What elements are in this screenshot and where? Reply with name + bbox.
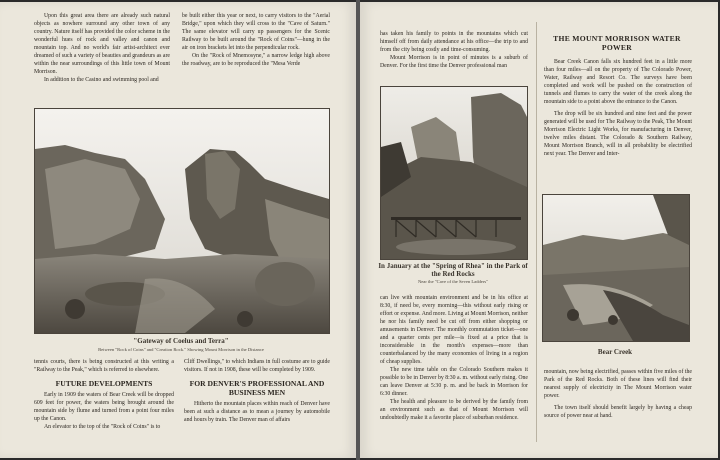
paragraph: tennis courts, there is being constructed at this writing a "Railway to the Peak," which is referred to elsewhere. (34, 359, 174, 373)
left-bottom-column-2 (184, 358, 330, 424)
section-heading-water-power: THE MOUNT MORRISON WATER POWER (553, 34, 681, 52)
photo-caption: In January at the "Spring of Rhea" in the Park of the Red Rocks (378, 262, 528, 278)
gateway-photo (34, 108, 330, 334)
paragraph: The new time table on the Colorado Southern makes it possible to be in Denver by 8:30 a. m. without early rising. One can leave Denver at 5:30 p. m. and be back in Morrison for 6:30 dinner. (380, 367, 528, 397)
paragraph: The health and pleasure to be derived by the family from an environment such as that of Mount Morrison will undoubtedly make it a favorite place of suburban residence. (380, 399, 528, 421)
right-top-column-1 (380, 30, 528, 70)
paragraph: Hitherto the mountain places within reach of Denver have been at such a distance as to mean a journey by automobile and hours by train. The Denver man of affairs (184, 401, 330, 423)
left-bottom-column-1 (34, 358, 174, 431)
section-heading-denver-professional: FOR DENVER'S PROFESSIONAL AND BUSINESS MEN (189, 379, 325, 397)
right-column-2-bottom (544, 368, 692, 420)
left-page (0, 2, 357, 458)
left-top-column-2 (182, 12, 330, 68)
creek-image (543, 195, 689, 341)
photo-subcaption: Near the "Cave of the Seven Ladders" (417, 279, 489, 284)
paragraph: Early in 1909 the waters of Bear Creek will be dropped 609 feet for power, the waters being brought around the mountain side by flume and turned from a point four miles up the Canon. (34, 392, 174, 422)
paragraph: Mount Morrison is in point of minutes is a suburb of Denver. For the first time the Denver professional man (380, 55, 528, 69)
paragraph: An elevator to the top of the "Rock of Coins" is to (44, 424, 161, 430)
rock-landscape-image (35, 109, 329, 333)
spring-of-rhea-photo (380, 86, 528, 260)
paragraph: can live with mountain environment and be in his office at 8:30, if need be, every morning—this without early rising or effort or expense. And more. Living at Mount Morrison, neither he nor his family need be cut off from either shopping or amusements in Denver. The monthly commutation ticket—one and a quarter cents per mile—is fixed at a price that is inconsiderable in the month's expenses—more than counterbalanced by the many economies of living in a region of cheap supplies. (380, 295, 529, 365)
paragraph: The drop will be six hundred and nine feet and the power generated will be used for The Railway to the Peak, The Mount Morrison Electric Light Works, for manufacturing in Denver, twelve miles distant. The Colorado & Southern Railway, Mount Morrison Branch, will in all probability be electrified next year. The Denver and Inter- (544, 111, 692, 157)
paragraph: Upon this great area there are already such natural objects as nowhere surround any other town of any country. Nature itself has provided the color scheme in the wonderful hues of rock and valley and canon and mountain top. And no world's fair artist-architect ever dreamed of such a variety of beauties and grandeurs as are within the near surroundings of this little town of Mount Morrison. (34, 13, 170, 75)
left-top-column-1 (34, 12, 170, 84)
paragraph: On the "Rock of Mnemosyne," a narrow ledge high above the roadway, are to be reproduced the "Mesa Verde (182, 53, 330, 67)
photo-caption: "Gateway of Coelus and Terra" (133, 337, 229, 345)
paragraph: mountain, now being electrified, passes within five miles of the Park of the Red Rocks. Both of these lines will find their nearest supply of electricity in The Mount Morrison water power. (544, 369, 692, 399)
section-heading-future-developments: FUTURE DEVELOPMENTS (55, 379, 153, 388)
bear-creek-photo (542, 194, 690, 342)
paragraph: has taken his family to points in the mountains which cut himself off from daily attendance at his office—the trip to and from the city being costly and time-consuming. (380, 31, 528, 53)
rock-garden-image (381, 87, 527, 259)
right-page (360, 2, 718, 458)
photo-subcaption: Between "Rock of Coins" and "Creation Rock." Showing Mount Morrison in the Distance (98, 347, 264, 352)
photo-caption: Bear Creek (597, 348, 633, 356)
paragraph: be built either this year or next, to carry visitors to the "Aerial Bridge," upon which they will cross to the "Cave of Saturn." The same elevator will carry up passengers for the Scenic Railway to be built around the "Rock of Coins"—hung in the air on iron brackets let into the perpendicular rock. (182, 13, 330, 51)
paragraph: Bear Creek Canon falls six hundred feet in a little more than four miles—all on the property of The Colorado Power, Water, Railway and Resort Co. The surveys have been completed and work will be pushed on the construction of tunnels and flumes to carry the water of the creek along the mountain side to a point above the entrance to the Canon. (544, 59, 692, 105)
right-column-2-top (544, 58, 692, 158)
column-divider (536, 22, 537, 442)
right-bottom-column-1 (380, 294, 528, 422)
paragraph: In addition to the Casino and swimming pool and (44, 77, 159, 83)
paragraph: The town itself should benefit largely by having a cheap source of power near at hand. (544, 405, 692, 419)
paragraph: Cliff Dwellings," to which Indians in full costume are to guide visitors. If not in 1908, these will be completed by 1909. (184, 359, 330, 373)
